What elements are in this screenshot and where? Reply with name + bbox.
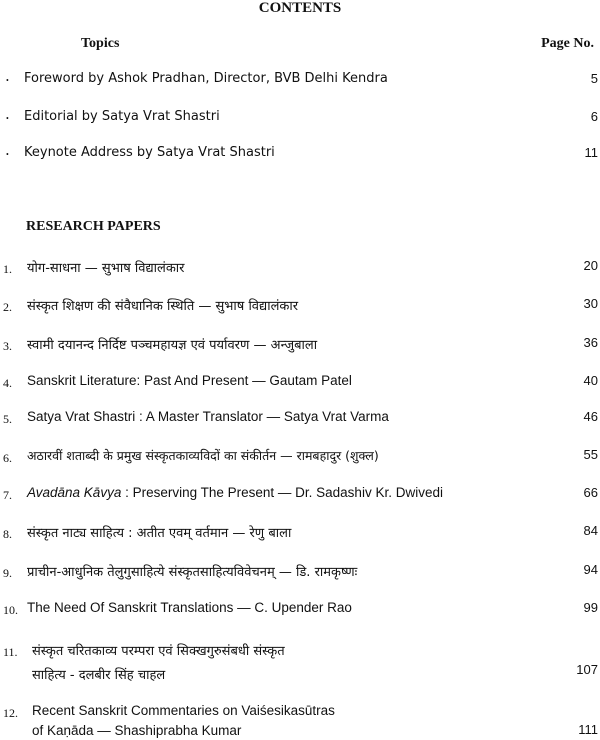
paper-number: 7. (3, 488, 12, 502)
paper-title: Satya Vrat Shastri : A Master Translator — Satya Vrat Varma (27, 409, 389, 424)
paper-page: 20 (583, 258, 598, 273)
paper-page: 111 (578, 722, 598, 737)
paper-number: 9. (3, 566, 12, 580)
front-matter-item-page: 6 (590, 109, 598, 124)
paper-page: 46 (583, 409, 598, 424)
paper-title: योग-साधना — सुभाष विद्यालंकार (27, 261, 185, 276)
topics-column-header: Topics (81, 36, 120, 51)
bullet-icon: • (6, 76, 9, 85)
paper-title-line1: Recent Sanskrit Commentaries on Vaiśesikasūtras (32, 703, 335, 718)
bullet-icon: • (6, 114, 9, 123)
front-matter-item-text: Foreword by Ashok Pradhan, Director, BVB Delhi Kendra (24, 71, 388, 86)
paper-title-rest: : Preserving The Present — Dr. Sadashiv Kr. Dwivedi (121, 485, 443, 500)
paper-number: 11. (3, 645, 18, 659)
paper-title (27, 485, 443, 500)
front-matter-item-text: Editorial by Satya Vrat Shastri (24, 109, 220, 124)
paper-number: 4. (3, 376, 12, 390)
front-matter-item-page: 5 (590, 71, 598, 86)
front-matter-item-text: Keynote Address by Satya Vrat Shastri (24, 145, 275, 160)
paper-page: 66 (583, 485, 598, 500)
paper-page: 107 (576, 662, 598, 677)
paper-title: अठारवीं शताब्दी के प्रमुख संस्कृतकाव्यविदों का संकीर्तन — रामबहादुर (शुक्ल) (27, 448, 379, 463)
front-matter-item-page: 11 (584, 145, 598, 160)
paper-number: 1. (3, 262, 12, 276)
paper-title: प्राचीन-आधुनिक तेलुगुसाहित्ये संस्कृतसाहित्यविवेचनम् — डि. रामकृष्णः (27, 565, 358, 580)
bullet-icon: • (6, 150, 9, 159)
paper-title: संस्कृत नाट्य साहित्य : अतीत एवम् वर्तमान — रेणु बाला (27, 526, 292, 541)
paper-number: 8. (3, 527, 12, 541)
paper-title-line2: of Kaṇāda — Shashiprabha Kumar (32, 723, 242, 738)
paper-title-line2: साहित्य - दलबीर सिंह चाहल (32, 668, 166, 683)
section-title: RESEARCH PAPERS (26, 219, 161, 234)
contents-heading: CONTENTS (258, 0, 342, 16)
paper-title: संस्कृत शिक्षण की संवैधानिक स्थिति — सुभाष विद्यालंकार (27, 299, 299, 314)
paper-page: 30 (583, 296, 598, 311)
paper-number: 6. (3, 451, 12, 465)
paper-title: The Need Of Sanskrit Translations — C. Upender Rao (27, 600, 352, 615)
page-no-column-header: Page No. (541, 36, 594, 51)
paper-page: 99 (583, 600, 598, 615)
paper-number: 5. (3, 412, 12, 426)
paper-title-italic: Avadāna Kāvya (27, 485, 122, 500)
paper-number: 3. (3, 339, 12, 353)
paper-title-line1: संस्कृत चरितकाव्य परम्परा एवं सिक्खगुरुसंबधी संस्कृत (32, 644, 285, 659)
paper-page: 40 (583, 373, 598, 388)
paper-page: 94 (583, 562, 598, 577)
paper-page: 84 (583, 523, 598, 538)
paper-number: 12. (3, 706, 18, 720)
paper-title: स्वामी दयानन्द निर्दिष्ट पञ्चमहायज्ञ एवं पर्यावरण — अन्जुबाला (27, 338, 318, 353)
paper-number: 10. (3, 603, 18, 617)
paper-title: Sanskrit Literature: Past And Present — Gautam Patel (27, 373, 352, 388)
paper-number: 2. (3, 300, 12, 314)
paper-page: 36 (583, 335, 598, 350)
paper-page: 55 (583, 447, 598, 462)
